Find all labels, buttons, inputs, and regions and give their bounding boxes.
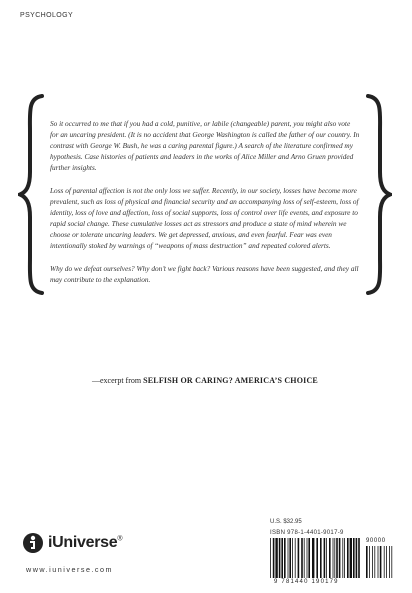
barcode-addon-bar (369, 546, 370, 578)
publisher-website[interactable]: www.iuniverse.com (26, 565, 114, 574)
barcode-digits: 9 781440 190179 (274, 579, 339, 585)
barcode-addon-bar (366, 546, 368, 578)
barcode-bar (347, 538, 349, 578)
barcode (268, 538, 398, 586)
barcode-bar (279, 538, 281, 578)
barcode-addon-bar (389, 546, 390, 578)
barcode-bar (336, 538, 338, 578)
excerpt-prefix: —excerpt from (92, 376, 144, 385)
barcode-bar (275, 538, 277, 578)
barcode-bar (308, 538, 310, 578)
barcode-addon-bar (386, 546, 387, 578)
barcode-addon-bar (374, 546, 375, 578)
barcode-bar (304, 538, 305, 578)
barcode-addon-bar (391, 546, 392, 578)
barcode-addon-bar (380, 546, 382, 578)
barcode-bar (358, 538, 360, 578)
left-brace-icon (18, 92, 46, 297)
barcode-bar (307, 538, 308, 578)
price-label: U.S. $32.95 (270, 519, 302, 525)
barcode-bar (353, 538, 355, 578)
publisher-name-text: iUniverse (48, 534, 118, 551)
excerpt-source (92, 376, 352, 385)
isbn-label: ISBN 978-1-4401-9017-9 (270, 530, 344, 536)
barcode-addon-digits: 90000 (366, 538, 386, 544)
barcode-bar (284, 538, 286, 578)
barcode-bar (339, 538, 341, 578)
barcode-bar (316, 538, 318, 578)
barcode-bar (344, 538, 345, 578)
barcode-bar (273, 538, 275, 578)
barcode-bar (324, 538, 326, 578)
barcode-bar (301, 538, 303, 578)
barcode-addon-bar (384, 546, 385, 578)
right-brace-icon (364, 92, 392, 297)
paragraph-3: Why do we defeat ourselves? Why don’t we fight back? Various reasons have been suggested, and they all may contribute to the explanation. (50, 264, 359, 284)
barcode-addon-bar (378, 546, 379, 578)
barcode-bar (295, 538, 296, 578)
barcode-bar (292, 538, 293, 578)
paragraph-1: So it occurred to me that if you had a cold, punitive, or labile (changeable) parent, you might also vote for an uncaring president. (It is no accident that George Washington is called the father of our country. In contrast with George W. Bush, he was a caring parental figure.) A search of the literature confirmed my hypothesis. Case histories of patients and leaders in the works of Alice Miller and Arno Gruen provided further insights. (50, 119, 360, 172)
barcode-bar (350, 538, 352, 578)
barcode-bar (329, 538, 331, 578)
barcode-icon (268, 538, 398, 580)
barcode-bar (342, 538, 343, 578)
iuniverse-logo-icon (22, 532, 44, 554)
category-label: PSYCHOLOGY (20, 12, 74, 19)
barcode-bar (270, 538, 271, 578)
book-title: SELFISH OR CARING? AMERICA’S CHOICE (143, 376, 318, 385)
barcode-bar (298, 538, 300, 578)
publisher-logo (22, 532, 122, 554)
excerpt-body (50, 118, 360, 297)
barcode-bar (281, 538, 283, 578)
barcode-addon-bar (372, 546, 373, 578)
barcode-bar (289, 538, 291, 578)
barcode-bar (333, 538, 334, 578)
barcode-bar (326, 538, 327, 578)
publisher-name (48, 534, 122, 552)
barcode-bar (320, 538, 322, 578)
registered-mark: ® (117, 535, 123, 543)
barcode-bar (334, 538, 335, 578)
paragraph-2: Loss of parental affection is not the only loss we suffer. Recently, in our society, losses have become more prevalent, such as loss of physical and financial security and an accompanying loss of self-esteem, loss of identity, loss of love and affection, loss of social supports, loss of control over life events, and exposure to rapid social change. These cumulative losses act as stressors and produce a state of mind wherein we choose or tolerate uncaring leaders. We get depressed, anxious, and even fearful. Fear was even intentionally stoked by warnings of “weapons of mass destruction” and repeated colored alerts. (50, 186, 359, 250)
barcode-bar (288, 538, 289, 578)
barcode-bar (356, 538, 358, 578)
barcode-bar (312, 538, 314, 578)
